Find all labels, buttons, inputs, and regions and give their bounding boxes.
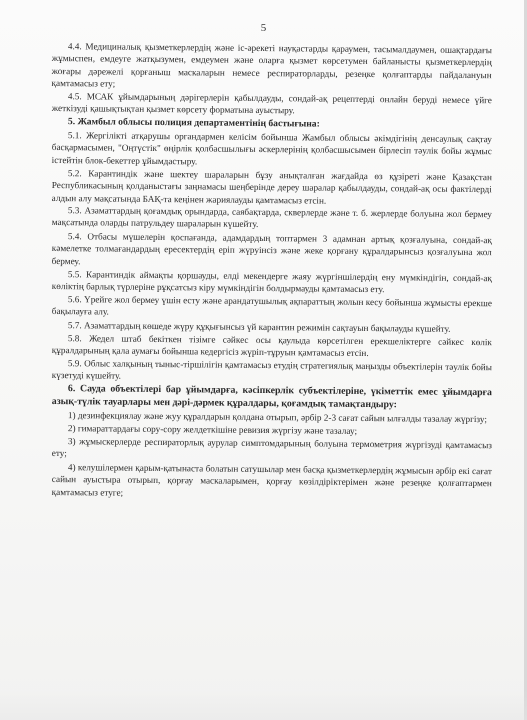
paragraph-5-3: 5.3. Азаматтардың қоғамдық орындарда, саябақтарда, скверлерде және т. б. жерлерде болуына жол бермеу мақсатында оларды патрульдеу шараларын күшейту. (51, 205, 492, 230)
paragraph-4-5: 4.5. МСАК ұйымдарының дәрігерлерін қабылдауды, сондай-ақ рецептерді онлайн беруді немесе үйге жеткізуді қашықтықтан қызмет көрсету форматына ауыстыру. (51, 91, 492, 116)
paragraph-5-5: 5.5. Карантиндік аймақты қоршауды, елді мекендерге жаяу жүргіншілердің ену мүмкіндігін, сондай-ақ көліктің барлық түрлеріне рұқсатсыз кіру мүмкіндігін болдырмауды қамтамасыз ету. (51, 268, 492, 294)
paragraph-5-2: 5.2. Карантиндік және шектеу шараларын бұзу анықталған жағдайда өз құзіреті және Қазақстан Республикасының қолданыстағы заңнамасы шеңберінде дереу шаралар қабылдауды, сондай-ақ осы фактілерді алдын алу мақсатында БАҚ-та кеңінен жариялауды қамтамасыз етсін. (51, 167, 492, 205)
paragraph-4-4: 4.4. Медициналық қызметкерлердің және іс-әрекеті науқастарды қараумен, тасымалдаумен, ошақтардағы жұмыспен, емдеуге жатқызумен, емдеумен және оларға қызмет көрсетумен байланысты қызметкерлердің жоғары дәрежелі қорғаныш маскаларын немесе респираторларды, резеңке қолғаптарды пайдалануын қамтамасыз ету; (51, 41, 492, 89)
page-number: 5 (260, 22, 267, 34)
list-item-4: 4) келушілермен қарым-қатынаста болатын сатушылар мен басқа қызметкерлердің жұмысын әрбір екі сағат сайын ауыстыра отырып, қорғау маскаларымен, қорғау көзілдіріктерімен және резеңке қолғаптармен қамтамасыз етуге; (51, 462, 492, 498)
paragraph-5-7: 5.7. Азаматтардың көшеде жүру құқығынсыз үй карантин режимін сақтауын бақылауды күшейту. (67, 319, 451, 334)
list-item-1: 1) дезинфекциялау және жуу құралдарын қолдана отырып, әрбір 2-3 сағат сайын ылғалды тазалау жүргізу; (67, 410, 487, 425)
list-item-3: 3) жұмыскерлерде респираторлық аурулар симптомдарының болуына термометрия жүргізуді қамтамасыз ету; (51, 436, 492, 459)
page-shadow (0, 690, 527, 720)
list-item-2: 2) гимараттардағы сору-сору желдеткішіне ревизия жүргізу және тазалау; (67, 423, 358, 437)
heading-section-6: 6. Сауда объектілері бар ұйымдарға, кәсіпкерлік субъектілеріне, үкіметтік емес ұйымдарға азық-түлік тауарлары мен дәрі-дәрмек құралдары, қоғамдық тамақтандыру: (51, 382, 492, 410)
document-body (52, 40, 492, 499)
paragraph-5-6: 5.6. Үрейге жол бермеу үшін есту және арандатушылық ақпараттың жолын кесу бойынша жұмысты ерекше бақылауға алу. (51, 294, 492, 317)
paragraph-5-8: 5.8. Жедел штаб бекіткен тізімге сәйкес осы қаулыда көрсетілген ерекшеліктерге сәйкес көлік құралдарының қала аумағы бойынша кедергісіз жүріп-тұруын қамтамасыз етсін. (51, 332, 492, 359)
paragraph-5-4: 5.4. Отбасы мүшелерін қоспағанда, адамдардың топтармен 3 адамнан артық қозғалуына, сондай-ақ кәмелетке толмағандардың ересектердің еріп жүруінсіз және жеке қорғану құралдарынсыз қозғалуына жол бермеу. (51, 230, 492, 266)
paragraph-5-9: 5.9. Облыс халқының тыныс-тіршілігін қамтамасыз етудің стратегиялық маңызды объектілерін тәулік бойы күзетуді күшейту. (51, 358, 492, 382)
paragraph-5-1: 5.1. Жергілікті атқарушы органдармен келісім бойынша Жамбыл облысы әкімдігінің денсаулық сақтау басқармасымен, "Оңтүстік" өңірлік қолбасшылығы әскерлерінің қолбасшысымен бірлесіп тәулік бойы жұмыс істейтін блок-бекеттер ұйымдастыру. (51, 129, 492, 166)
heading-section-5: 5. Жамбыл облысы полиция департаментінің бастығына: (67, 115, 320, 130)
